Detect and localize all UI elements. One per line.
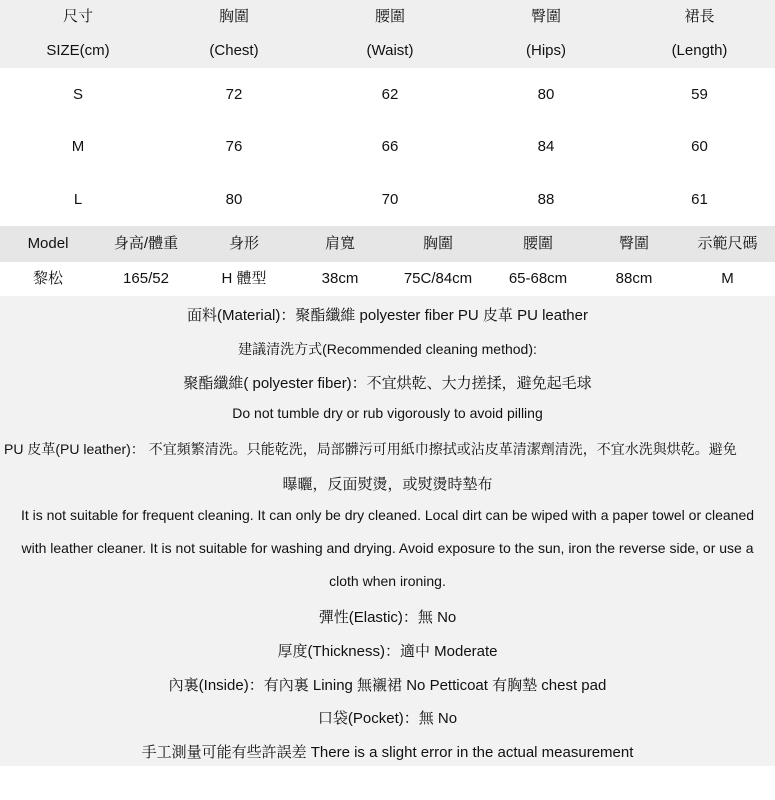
hips-cell: 80: [537, 86, 555, 103]
model-body-shape: H 體型: [221, 270, 267, 287]
header-chest-zh: 胸圍: [218, 8, 249, 25]
model-header-chest: 胸圍: [422, 235, 453, 252]
header-hips: [468, 0, 624, 68]
pu-care-en-line3: cloth when ironing.: [329, 573, 446, 589]
header-length-zh: 裙長: [684, 8, 715, 25]
pu-care-en-line2: with leather cleaner. It is not suitable for washing and drying. Avoid exposure to the sun, iron the reverse side, or use a: [21, 540, 754, 556]
product-notes: [0, 296, 775, 766]
header-hips-en: (Hips): [526, 42, 566, 59]
model-shoulder: 38cm: [321, 270, 359, 287]
size-table-header: [0, 0, 775, 68]
model-header-hips: 臀圍: [618, 235, 649, 252]
hips-cell: 88: [537, 191, 555, 208]
inside-note: 內裏(Inside)：有內裏 Lining 無襯裙 No Petticoat 有胸墊 chest pad: [168, 677, 607, 694]
table-row: [0, 185, 775, 215]
header-waist-en: (Waist): [366, 42, 414, 59]
header-hips-zh: 臀圍: [530, 8, 561, 25]
table-row: [0, 132, 775, 162]
header-length: [624, 0, 775, 68]
header-size: [0, 0, 156, 68]
model-height-weight: 165/52: [123, 270, 169, 287]
polyester-care-en: Do not tumble dry or rub vigorously to avoid pilling: [232, 405, 543, 421]
header-size-en: SIZE(cm): [46, 42, 110, 59]
length-cell: 59: [691, 86, 708, 103]
model-header-model: Model: [27, 235, 69, 252]
length-cell: 61: [691, 191, 708, 208]
model-chest: 75C/84cm: [403, 270, 473, 287]
waist-cell: 62: [381, 86, 399, 103]
header-waist: [312, 0, 468, 68]
size-table-body: [0, 68, 775, 226]
chest-cell: 80: [225, 191, 243, 208]
model-name: 黎松: [32, 270, 63, 287]
header-chest: [156, 0, 312, 68]
table-row: [0, 80, 775, 110]
model-table-header: [0, 226, 775, 262]
thickness-note: 厚度(Thickness)：適中 Moderate: [277, 643, 498, 660]
header-size-zh: 尺寸: [62, 8, 93, 25]
elastic-note: 彈性(Elastic)：無 No: [318, 609, 457, 626]
model-size-worn: M: [721, 270, 734, 287]
size-table: [0, 0, 775, 226]
waist-cell: 66: [381, 138, 399, 155]
header-length-en: (Length): [671, 42, 728, 59]
pu-care-en-line1: It is not suitable for frequent cleaning. It can only be dry cleaned. Local dirt can be wiped with a paper towel or cleaned: [20, 507, 755, 523]
size-cell: M: [71, 138, 85, 155]
hips-cell: 84: [537, 138, 555, 155]
size-cell: S: [72, 86, 83, 103]
chest-cell: 72: [225, 86, 243, 103]
cleaning-title: 建議清洗方式(Recommended cleaning method):: [238, 341, 537, 357]
pu-care-zh-line2: 曝曬，反面熨燙，或熨燙時墊布: [282, 476, 493, 493]
measurement-error-note: 手工測量可能有些許誤差 There is a slight error in the actual measurement: [141, 744, 634, 761]
waist-cell: 70: [381, 191, 399, 208]
chest-cell: 76: [225, 138, 243, 155]
pocket-note: 口袋(Pocket)：無 No: [317, 710, 458, 727]
model-header-shoulder: 肩寬: [324, 235, 355, 252]
model-header-waist: 腰圍: [522, 235, 553, 252]
header-chest-en: (Chest): [209, 42, 259, 59]
model-header-body-shape: 身形: [228, 235, 259, 252]
material-note: 面料(Material)：聚酯纖維 polyester fiber PU 皮革 PU leather: [187, 307, 588, 324]
model-header-height-weight: 身高/體重: [113, 235, 179, 252]
model-hips: 88cm: [615, 270, 653, 287]
model-table-row: [0, 262, 775, 296]
model-waist: 65-68cm: [508, 270, 568, 287]
length-cell: 60: [691, 138, 708, 155]
header-waist-zh: 腰圍: [374, 8, 405, 25]
model-header-size-worn: 示範尺碼: [697, 235, 758, 252]
polyester-care-zh: 聚酯纖維( polyester fiber)：不宜烘乾、大力搓揉，避免起毛球: [183, 375, 592, 392]
size-cell: L: [73, 191, 83, 208]
pu-care-zh-line1: PU 皮革(PU leather)： 不宜頻繁清洗。只能乾洗，局部髒污可用紙巾擦拭或沾皮革清潔劑清洗，不宜水洗與烘乾。避免: [4, 441, 737, 457]
